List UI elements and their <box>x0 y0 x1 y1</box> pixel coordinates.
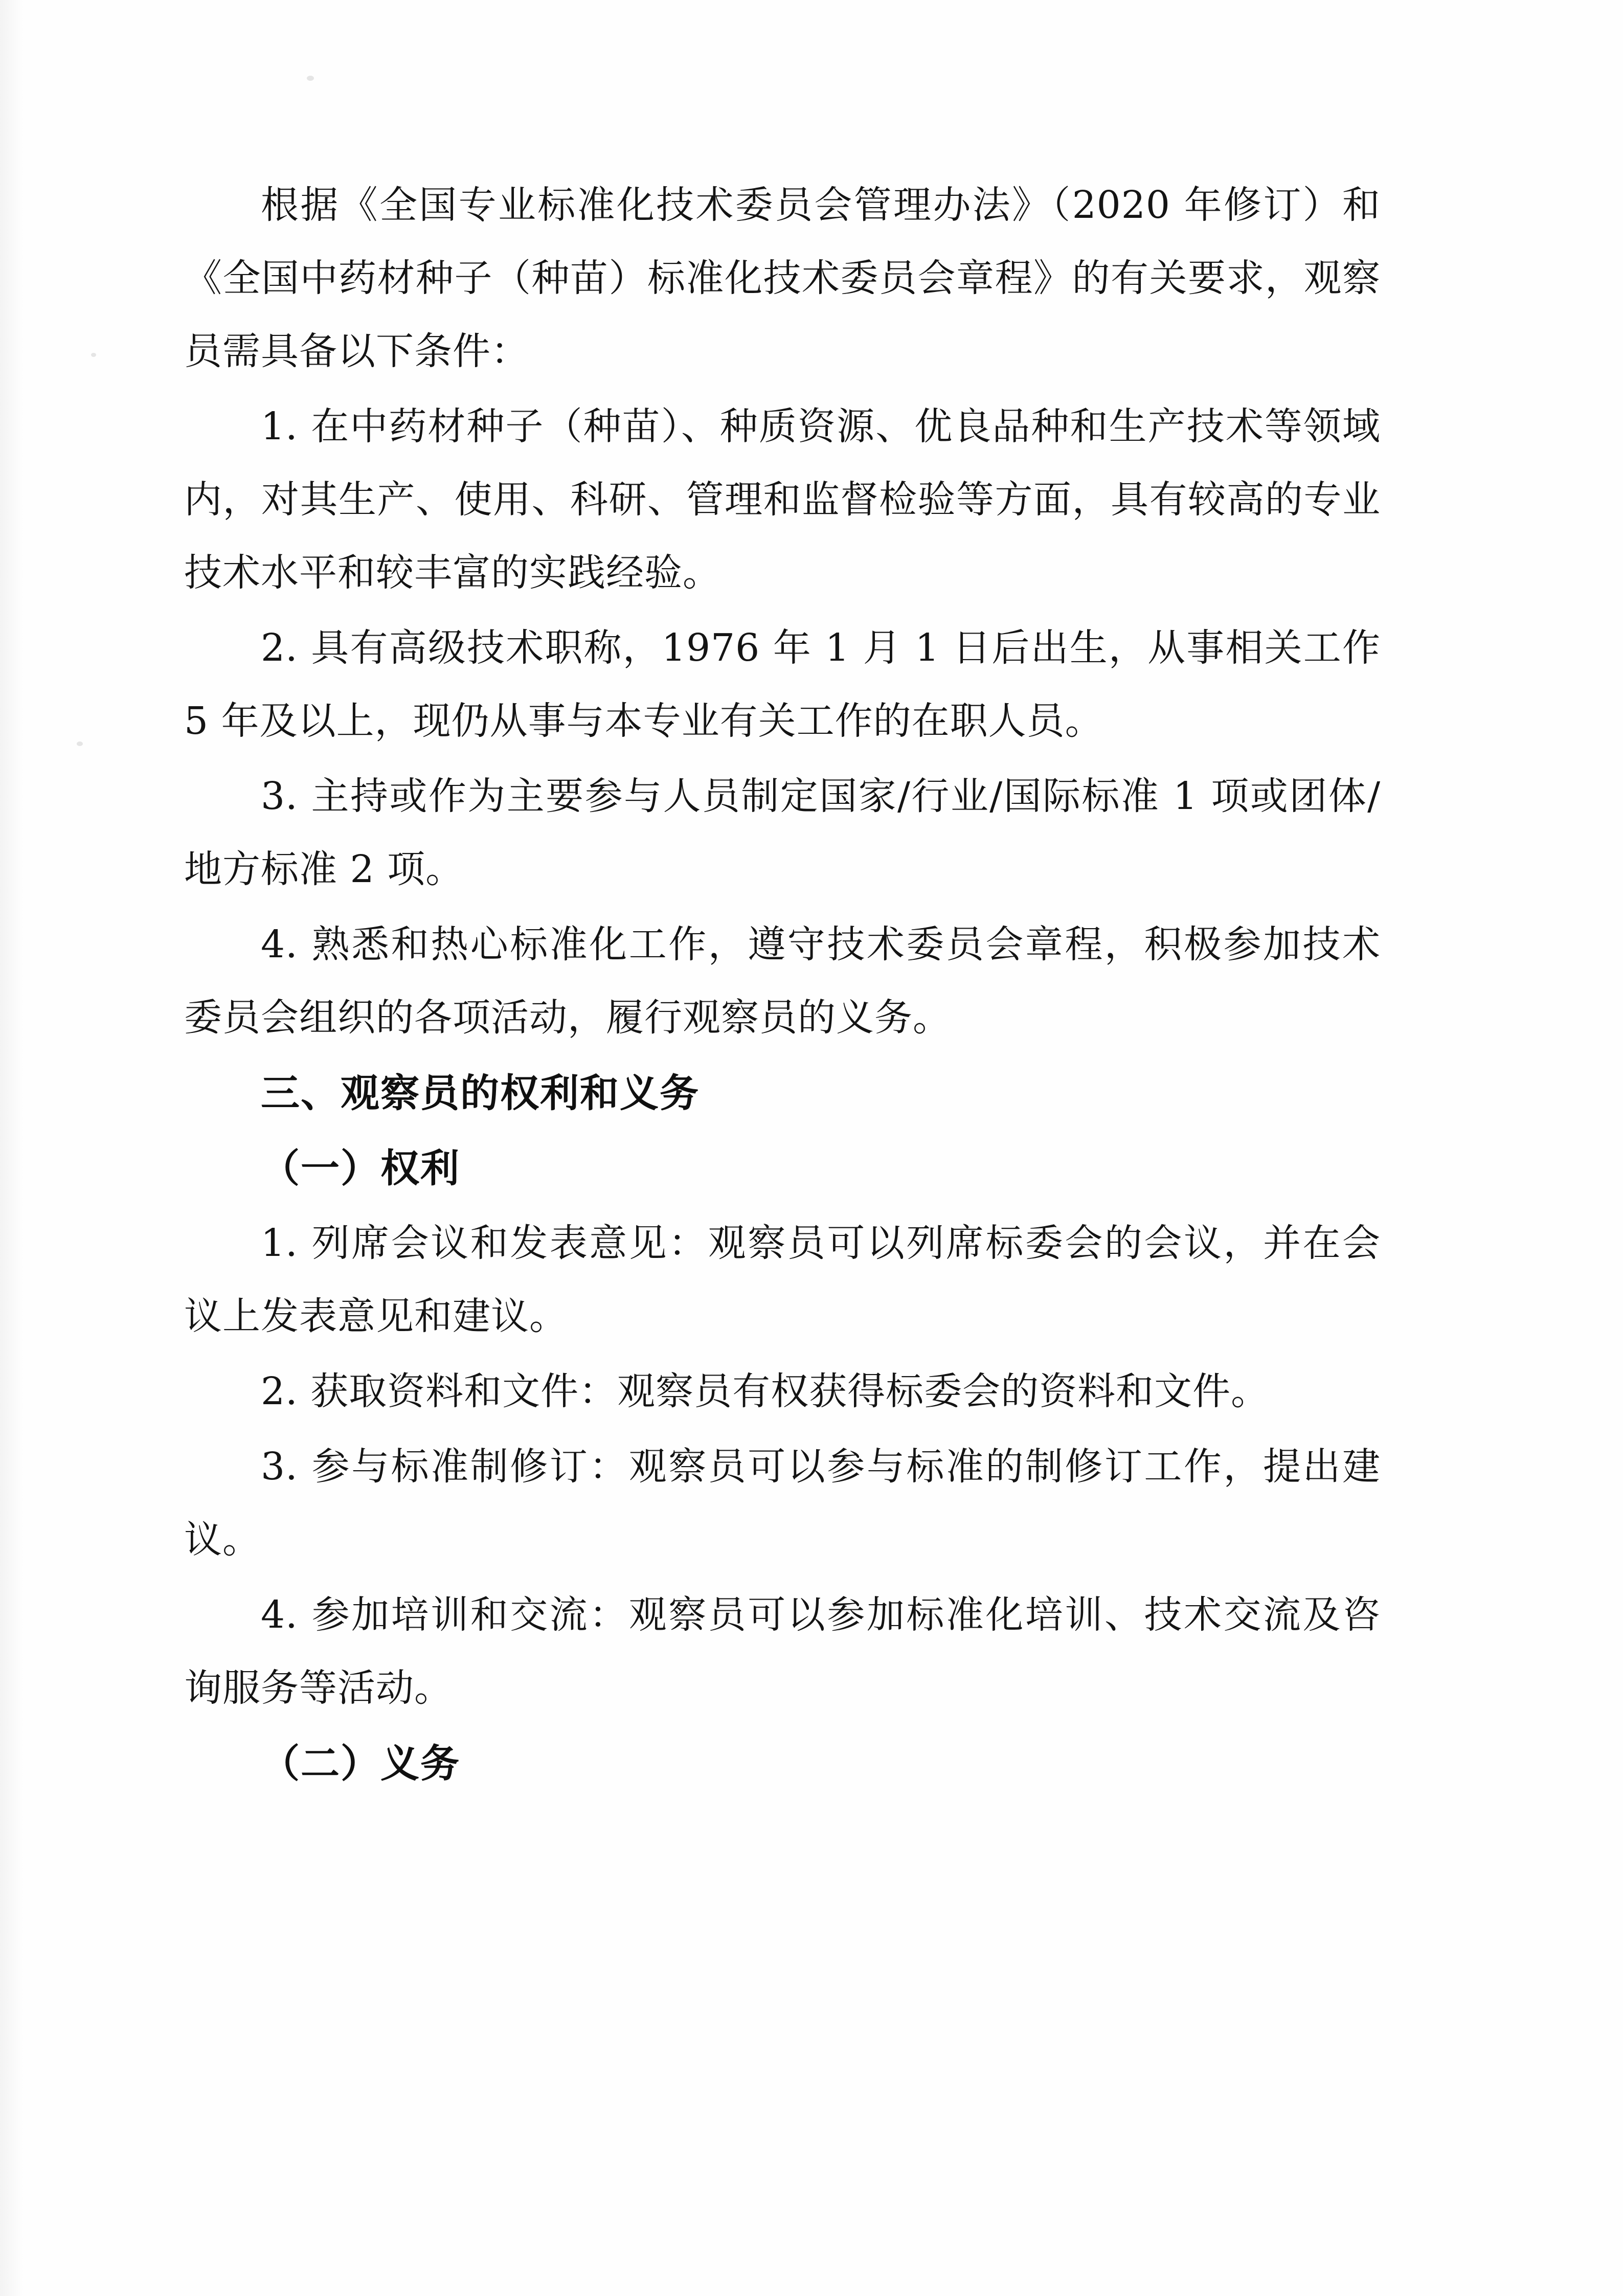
paragraph-basis: 根据《全国专业标准化技术委员会管理办法》（2020 年修订）和《全国中药材种子（种苗）标准化技术委员会章程》的有关要求，观察员需具备以下条件： <box>184 183 1381 373</box>
scan-speck <box>77 741 83 746</box>
section-heading-rights-and-duties: 三、观察员的权利和义务 <box>261 1070 700 1116</box>
paragraph-right-3: 3. 参与标准制修订：观察员可以参与标准的制修订工作，提出建议。 <box>184 1445 1381 1562</box>
paragraph-condition-2: 2. 具有高级技术职称，1976 年 1 月 1 日后出生，从事相关工作 5 年及以上，现仍从事与本专业有关工作的在职人员。 <box>184 626 1381 743</box>
page-edge-shading <box>0 0 24 2296</box>
paragraph-right-4: 4. 参加培训和交流：观察员可以参加标准化培训、技术交流及咨询服务等活动。 <box>184 1593 1381 1710</box>
paragraph-condition-1: 1. 在中药材种子（种苗）、种质资源、优良品种和生产技术等领域内，对其生产、使用、科研、管理和监督检验等方面，具有较高的专业技术水平和较丰富的实践经验。 <box>184 404 1381 595</box>
scan-speck <box>91 353 96 357</box>
paragraph-condition-3: 3. 主持或作为主要参与人员制定国家/行业/国际标准 1 项或团体/地方标准 2 项。 <box>184 774 1381 891</box>
scan-speck <box>307 76 314 81</box>
paragraph-right-2: 2. 获取资料和文件：观察员有权获得标委会的资料和文件。 <box>261 1369 1270 1413</box>
document-body <box>184 169 1381 1802</box>
paragraph-right-1: 1. 列席会议和发表意见：观察员可以列席标委会的会议，并在会议上发表意见和建议。 <box>184 1221 1381 1338</box>
paragraph-condition-4: 4. 熟悉和热心标准化工作，遵守技术委员会章程，积极参加技术委员会组织的各项活动，履行观察员的义务。 <box>184 922 1381 1040</box>
subsection-heading-duties: （二）义务 <box>261 1741 460 1786</box>
subsection-heading-rights: （一）权利 <box>261 1145 460 1191</box>
